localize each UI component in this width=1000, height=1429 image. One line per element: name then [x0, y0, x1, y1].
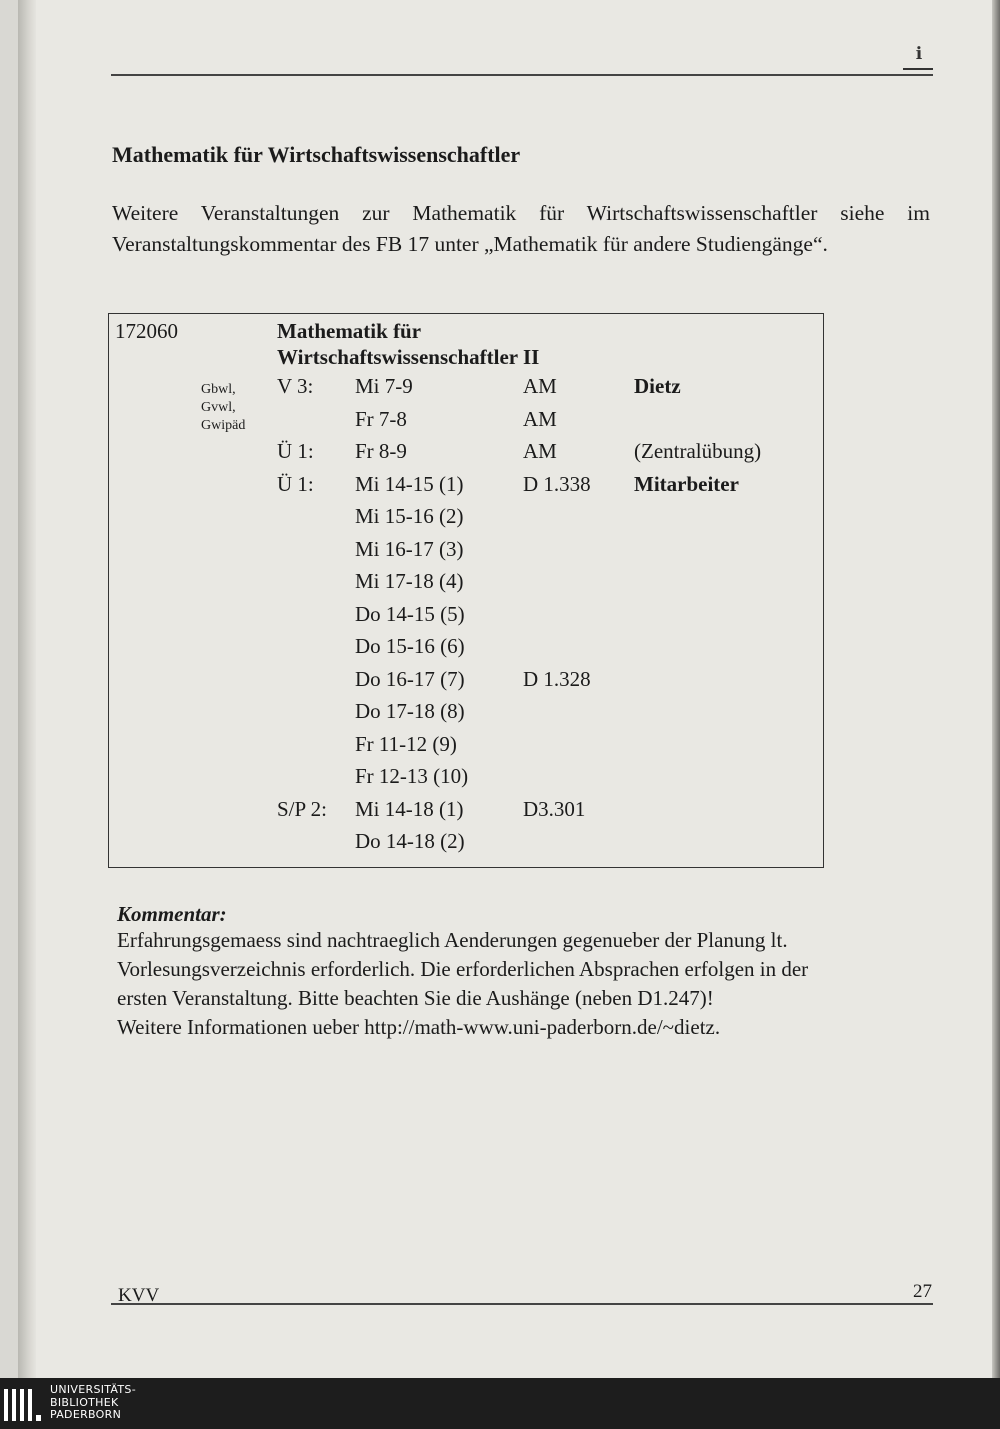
schedule-time: Do 14-18 (2) — [355, 829, 465, 853]
intro-paragraph: Weitere Veranstaltungen zur Mathematik für Wirtschaftswissenschaftler siehe im Veranstaltungskommentar des FB 17 unter „Mathematik für andere Studiengänge“. — [112, 201, 930, 256]
schedule-room: AM — [523, 374, 557, 398]
page-number: 27 — [913, 1281, 932, 1302]
schedule-time: Mi 16-17 (3) — [355, 536, 464, 561]
course-number: 172060 — [115, 319, 178, 343]
schedule-room: D 1.328 — [523, 666, 591, 691]
schedule-time: Mi 7-9 — [355, 374, 413, 398]
schedule-type: Ü 1: — [277, 471, 314, 496]
program-gbwl: Gbwl, — [201, 382, 236, 397]
schedule-time: Mi 17-18 (4) — [355, 569, 464, 593]
schedule-time: Fr 11-12 (9) — [355, 731, 457, 756]
library-line: PADERBORN — [50, 1408, 122, 1421]
kommentar-line: Erfahrungsgemaess sind nachtraeglich Aenderungen gegenueber der Planung lt. — [117, 928, 788, 952]
library-logo-icon — [4, 1387, 44, 1423]
schedule-time: Fr 7-8 — [355, 406, 407, 431]
schedule-type: V 3: — [277, 374, 314, 398]
library-line: BIBLIOTHEK — [50, 1395, 119, 1409]
page-edge-shadow — [992, 0, 1000, 1378]
book-logo-icon: ℹ — [903, 40, 933, 70]
kommentar-text — [117, 926, 930, 1042]
schedule-room: D 1.338 — [523, 471, 591, 496]
program-gwipaed: Gwipäd — [201, 418, 246, 433]
schedule-room: D3.301 — [523, 796, 586, 821]
course-title-line1: Mathematik für — [277, 319, 422, 343]
kommentar-line: ersten Veranstaltung. Bitte beachten Sie die Aushänge (neben D1.247)! — [117, 986, 714, 1010]
schedule-type: Ü 1: — [277, 439, 314, 463]
page-heading: Mathematik für Wirtschaftswissenschaftler — [112, 142, 521, 167]
schedule-time: Fr 12-13 (10) — [355, 764, 469, 788]
schedule-time: Do 16-17 (7) — [355, 666, 465, 691]
schedule-time: Mi 14-15 (1) — [355, 471, 464, 496]
schedule-room: AM — [523, 406, 557, 431]
footer-rule — [111, 1303, 933, 1305]
schedule-time: Do 17-18 (8) — [355, 699, 465, 723]
footer-label: KVV — [118, 1285, 160, 1306]
program-gvwl: Gvwl, — [201, 400, 236, 415]
book-spine — [18, 0, 36, 1378]
schedule-room: AM — [523, 439, 557, 463]
schedule-time: Do 15-16 (6) — [355, 634, 465, 658]
schedule-time: Fr 8-9 — [355, 439, 407, 463]
header-rule — [111, 74, 933, 76]
library-line: UNIVERSITÄTS- — [50, 1383, 136, 1396]
kommentar-line: Vorlesungsverzeichnis erforderlich. Die erforderlichen Absprachen erfolgen in der — [117, 957, 809, 981]
course-box — [108, 313, 824, 868]
kommentar-label: Kommentar: — [117, 902, 227, 926]
schedule-time: Do 14-15 (5) — [355, 601, 465, 626]
schedule-person: Dietz — [634, 374, 681, 398]
schedule-time: Mi 15-16 (2) — [355, 504, 464, 528]
schedule-person: (Zentralübung) — [634, 439, 762, 463]
library-name — [50, 1384, 136, 1422]
schedule-time: Mi 14-18 (1) — [355, 796, 464, 821]
kommentar-line: Weitere Informationen ueber http://math-www.uni-paderborn.de/~dietz. — [117, 1015, 721, 1039]
schedule-type: S/P 2: — [277, 796, 327, 821]
library-banner — [0, 1378, 1000, 1429]
course-title-line2: Wirtschaftswissenschaftler II — [277, 345, 540, 369]
schedule-person: Mitarbeiter — [634, 471, 739, 496]
